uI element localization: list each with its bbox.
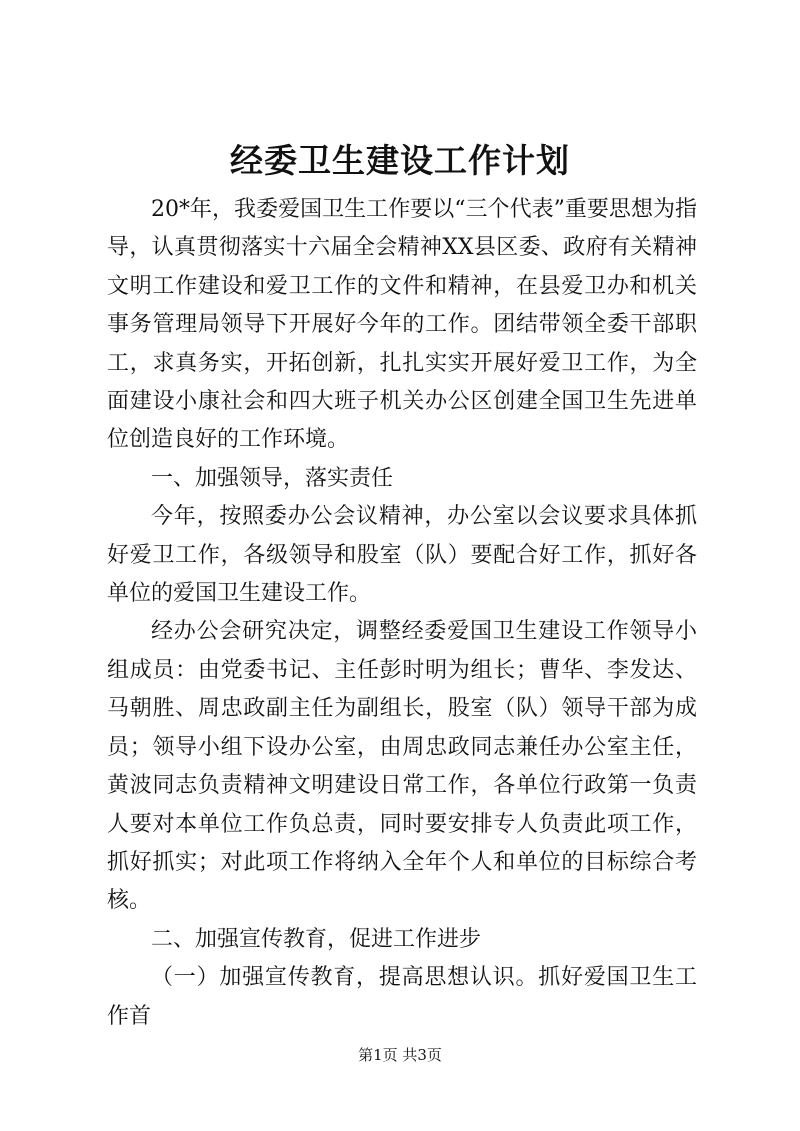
paragraph-section-1: 今年，按照委办公会议精神，办公室以会议要求具体抓好爱卫工作，各级领导和股室（队）要配合好工作，抓好各单位的爱国卫生建设工作。 — [107, 504, 697, 607]
page-footer: 第1页 共3页 — [358, 1046, 442, 1064]
paragraph-subsection-1: （一）加强宣传教育，提高思想认识。抓好爱国卫生工作首 — [107, 965, 697, 1029]
paragraph-leadership-group: 经办公会研究决定，调整经委爱国卫生建设工作领导小组成员：由党委书记、主任彭时明为组长；曹华、李发达、马朝胜、周忠政副主任为副组长，股室（队）领导干部为成员；领导小组下设办公室，由周忠政同志兼任办公室主任，黄波同志负责精神文明建设日常工作，各单位行政第一负责人要对本单位工作负总责，同时要安排专人负责此项工作，抓好抓实；对此项工作将纳入全年个人和单位的目标综合考核。 — [107, 619, 697, 914]
section-heading-1: 一、加强领导，落实责任 — [151, 465, 394, 491]
section-heading-2: 二、加强宣传教育，促进工作进步 — [151, 926, 482, 952]
document-body — [107, 191, 697, 1036]
paragraph-intro: 20*年，我委爱国卫生工作要以“三个代表”重要思想为指导，认真贯彻落实十六届全会精神XX县区委、政府有关精神文明工作建设和爱卫工作的文件和精神，在县爱卫办和机关事务管理局领导下开展好今年的工作。团结带领全委干部职工，求真务实，开拓创新，扎扎实实开展好爱卫工作，为全面建设小康社会和四大班子机关办公区创建全国卫生先进单位创造良好的工作环境。 — [107, 197, 697, 453]
document-title: 经委卫生建设工作计划 — [230, 141, 570, 180]
